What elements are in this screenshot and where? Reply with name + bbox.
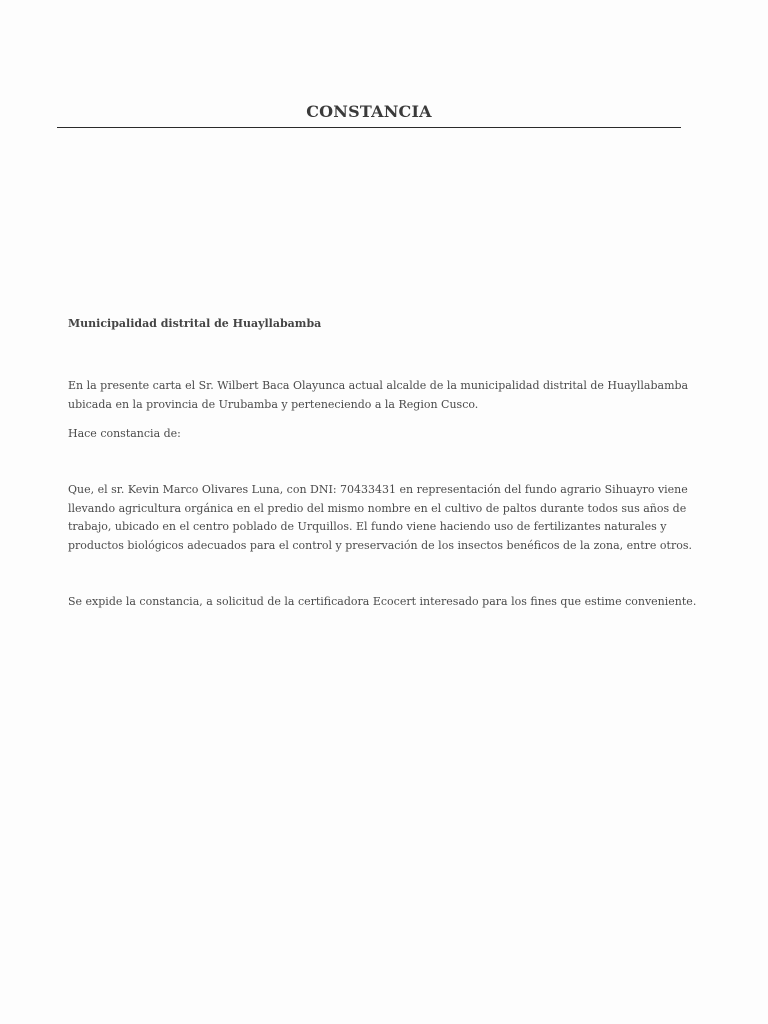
- paragraph-closing: Se expide la constancia, a solicitud de la certificadora Ecocert interesado para los fines que estime conveniente.: [68, 595, 697, 608]
- title-underline: [57, 127, 681, 128]
- paragraph-introduction: En la presente carta el Sr. Wilbert Baca Olayunca actual alcalde de la municipalidad distrital de Huayllabamba ubicada en la provincia de Urubamba y perteneciendo a la Region Cusco.: [68, 379, 689, 411]
- organization-heading: Municipalidad distrital de Huayllabamba: [68, 317, 322, 330]
- paragraph-body: Que, el sr. Kevin Marco Olivares Luna, con DNI: 70433431 en representación del fundo agrario Sihuayro viene llevando agricultura orgánica en el predio del mismo nombre en el cultivo de paltos durante todos sus años de trabajo, ubicado en el centro poblado de Urquillos. El fundo viene haciendo uso de fertilizantes naturales y productos biológicos adecuados para el control y preservación de los insectos benéficos de la zona, entre otros.: [68, 483, 692, 552]
- paragraph-statement: Hace constancia de:: [68, 427, 181, 440]
- document-title: CONSTANCIA: [306, 102, 432, 121]
